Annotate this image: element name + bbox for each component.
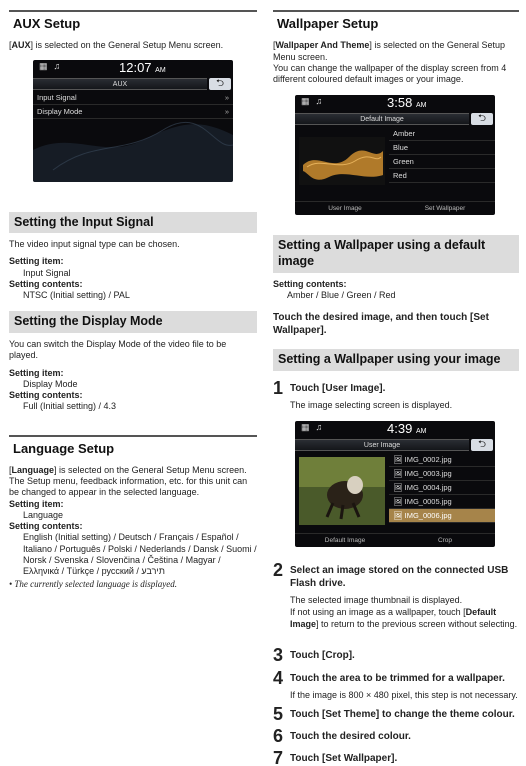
music-note-icon[interactable]: ♫ — [315, 96, 323, 107]
label: Setting item: — [9, 367, 64, 378]
wallpaper-intro2: You can change the wallpaper of the display screen from 4 different coloured default images or your image. — [273, 62, 507, 84]
label: Setting contents: — [9, 278, 83, 289]
label: Setting contents: — [9, 390, 83, 400]
default-image-heading: Setting a Wallpaper using a default image — [273, 235, 519, 272]
back-button[interactable]: ⮌ — [471, 113, 493, 125]
screen-title: User Image — [295, 439, 469, 451]
default-image-screen — [295, 95, 495, 215]
file-item[interactable]: 🖼 IMG_0004.jpg — [389, 481, 495, 495]
input-desc: The video input signal type can be chosen. — [9, 239, 180, 250]
clock: 4:39 AM — [387, 420, 427, 436]
crop-button[interactable]: Crop — [395, 533, 495, 547]
aux-setup-heading: AUX Setup — [9, 10, 257, 34]
chevron-right-icon: » — [224, 93, 229, 102]
music-note-icon[interactable]: ♫ — [315, 422, 323, 432]
row-input-signal[interactable]: Input Signal » — [33, 91, 233, 105]
input-signal-heading: Setting the Input Signal — [9, 212, 257, 234]
row-display-mode[interactable]: Display Mode » — [33, 105, 233, 119]
back-button[interactable]: ⮌ — [209, 78, 231, 90]
file-item[interactable]: 🖼 IMG_0002.jpg — [389, 453, 495, 467]
instruction: Touch the desired image, and then touch [Set Wallpaper]. — [273, 312, 489, 336]
music-note-icon[interactable]: ♫ — [53, 61, 61, 72]
menu-grid-icon[interactable]: ▦ — [301, 96, 310, 107]
aux-intro: [AUX] is selected on the General Setup Menu screen. — [9, 40, 224, 51]
label: Setting item: — [9, 498, 64, 509]
value: Full (Initial setting) / 4.3 — [23, 401, 117, 412]
clock: 3:58 AM — [387, 95, 427, 110]
menu-grid-icon[interactable]: ▦ — [301, 422, 310, 432]
menu-grid-icon[interactable]: ▦ — [39, 61, 48, 72]
display-mode-heading: Setting the Display Mode — [9, 311, 257, 333]
label: Setting contents: — [273, 278, 347, 289]
left-column — [9, 0, 257, 591]
screen-title: Default Image — [295, 113, 469, 125]
default-image-button[interactable]: Default Image — [295, 533, 395, 547]
aux-screen — [33, 60, 233, 182]
user-image-screen — [295, 421, 495, 547]
note: • The currently selected language is displayed. — [9, 579, 178, 590]
wallpaper-heading: Wallpaper Setup — [273, 10, 519, 34]
user-image-button[interactable]: User Image — [295, 201, 395, 215]
value: Language — [23, 509, 64, 520]
value: Display Mode — [23, 378, 78, 389]
wallpaper-intro: [Wallpaper And Theme] is selected on the General Setup Menu screen. — [273, 40, 505, 62]
amber-preview-image — [299, 137, 385, 185]
option-amber[interactable]: Amber — [389, 127, 495, 141]
file-item[interactable]: 🖼 IMG_0003.jpg — [389, 467, 495, 481]
language-intro: [Language] is selected on the General Setup Menu screen. The Setup menu, feedback information, etc. for this unit can be changed to appear in the selected language. — [9, 464, 248, 498]
set-wallpaper-button[interactable]: Set Wallpaper — [395, 201, 495, 215]
option-blue[interactable]: Blue — [389, 141, 495, 155]
value: Amber / Blue / Green / Red — [287, 289, 396, 300]
label: Setting contents: — [9, 521, 83, 531]
option-red[interactable]: Red — [389, 169, 495, 183]
value: NTSC (Initial setting) / PAL — [23, 290, 130, 301]
option-green[interactable]: Green — [389, 155, 495, 169]
display-desc: You can switch the Display Mode of the video file to be played. — [9, 339, 227, 361]
value: English (Initial setting) / Deutsch / Français / Español / Italiano / Português / Polski / Nederlands / Dansk / Suomi / Norsk / Svenska / Slovenčina / Čeština / Magyar / Ελληνικά / Türkçe / русский / תירבע — [23, 532, 257, 576]
chevron-right-icon: » — [224, 107, 229, 116]
right-column: Wallpaper Setup [Wallpaper And Theme] is selected on the General Setup Menu screen. You can change the wallpaper of the display screen from 4 different coloured default images or your image. ▦ ♫ 3:58 AM Default Image ⮌ Amber Blue Green Red User Image Set Wallpaper Setting a Wallpaper using a default image Setting contents: Amber / Blue / Green / Red Touch the desired image, and then touch [Set Wallpaper]. Setting a Wallpaper using your image 1 Touch [User Image]. The image selecting screen is displayed. ▦ ♫ 4:39 AM User Image ⮌ 🖼 IMG_0002.jpg 🖼 IMG_0003.jpg 🖼 IMG_0004.jpg 🖼 IMG_0005.jpg 🖼 IMG_0006.jpg Default Image Crop 2 Select an image stored on the connected USB Flash drive. The selected image thumbnail is displayed. If not using an image as a wallpaper, touch [Default Image] to return to the previous screen without selecting. 3 Touch [Crop]. 4 Touch the area to be trimmed for a wallpaper. If the image is 800 × 480 pixel, this step is not necessary. 5 Touch [Set Theme] to change the theme colour. 6 Touch the desired colour. 7 Touch [Set Wallpaper]. — [273, 0, 519, 766]
file-item[interactable]: 🖼 IMG_0005.jpg — [389, 495, 495, 509]
screen-title: AUX — [33, 78, 207, 90]
clock: 12:07 AM — [119, 60, 166, 75]
label: Setting item: — [9, 256, 64, 267]
file-item-selected[interactable]: 🖼 IMG_0006.jpg — [389, 509, 495, 523]
language-heading: Language Setup — [9, 435, 257, 459]
your-image-heading: Setting a Wallpaper using your image — [273, 349, 519, 371]
back-button[interactable]: ⮌ — [471, 439, 493, 451]
value: Input Signal — [23, 267, 71, 278]
photo-thumbnail — [299, 457, 385, 525]
